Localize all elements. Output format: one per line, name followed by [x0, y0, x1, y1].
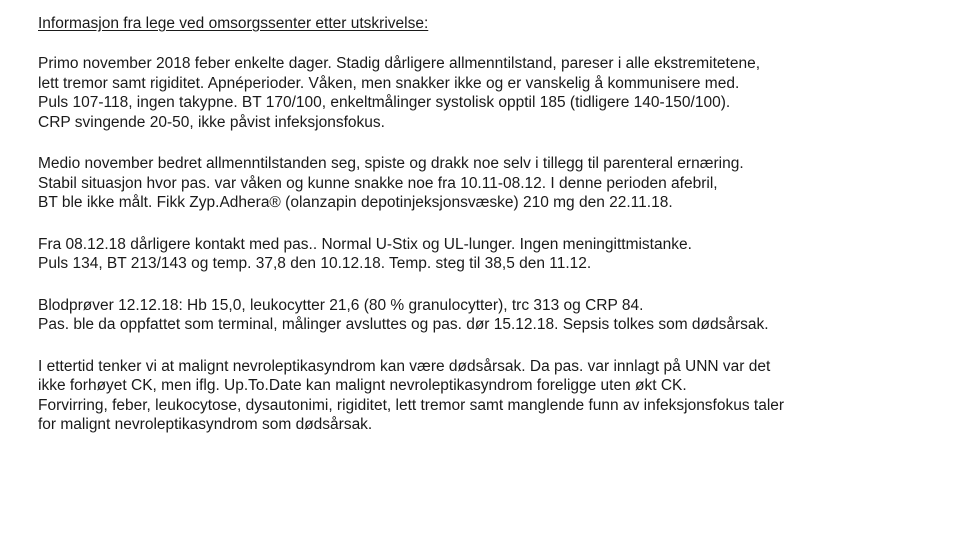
text-line: Puls 107-118, ingen takypne. BT 170/100, enkeltmålinger systolisk opptil 185 (tidligere 140-150/100). [38, 94, 731, 111]
paragraph-primo-november [38, 54, 943, 132]
text-line: Blodprøver 12.12.18: Hb 15,0, leukocytter 21,6 (80 % granulocytter), trc 313 og CRP 84. [38, 296, 644, 314]
text-line: ikke forhøyet CK, men iflg. Up.To.Date kan malignt nevroleptikasyndrom foreligge uten økt CK. [38, 377, 687, 394]
text-line: Forvirring, feber, leukocytose, dysautonimi, rigiditet, lett tremor samt manglende funn av infeksjonsfokus taler [38, 396, 785, 414]
paragraph-medio-november [38, 154, 943, 213]
text-line: Stabil situasjon hvor pas. var våken og kunne snakke noe fra 10.11-08.12. I denne perioden afebril, [38, 174, 718, 192]
text-line: for malignt nevroleptikasyndrom som dødsårsak. [38, 416, 373, 433]
paragraph-from-december [38, 235, 943, 274]
text-line: Primo november 2018 feber enkelte dager. Stadig dårligere allmenntilstand, pareser i alle ekstremitetene, [38, 55, 761, 72]
text-line: Fra 08.12.18 dårligere kontakt med pas.. Normal U-Stix og UL-lunger. Ingen meningittmistanke. [38, 235, 692, 253]
text-line: Puls 134, BT 213/143 og temp. 37,8 den 10.12.18. Temp. steg til 38,5 den 11.12. [38, 255, 592, 272]
document-page [38, 14, 943, 457]
text-line: BT ble ikke målt. Fikk Zyp.Adhera® (olanzapin depotinjeksjonsvæske) 210 mg den 22.11.18. [38, 194, 673, 211]
text-line: I ettertid tenker vi at malignt nevroleptikasyndrom kan være dødsårsak. Da pas. var innlagt på UNN var det [38, 357, 771, 375]
text-line: CRP svingende 20-50, ikke påvist infeksjonsfokus. [38, 113, 385, 131]
paragraph-blood-tests [38, 296, 943, 335]
text-line: Medio november bedret allmenntilstanden seg, spiste og drakk noe selv i tillegg til parenteral ernæring. [38, 155, 744, 172]
paragraph-conclusion [38, 357, 943, 435]
text-line: lett tremor samt rigiditet. Apnéperioder. Våken, men snakker ikke og er vanskelig å kommunisere med. [38, 74, 740, 92]
document-heading: Informasjon fra lege ved omsorgssenter etter utskrivelse: [38, 15, 429, 32]
text-line: Pas. ble da oppfattet som terminal, målinger avsluttes og pas. dør 15.12.18. Sepsis tolkes som dødsårsak. [38, 316, 769, 333]
